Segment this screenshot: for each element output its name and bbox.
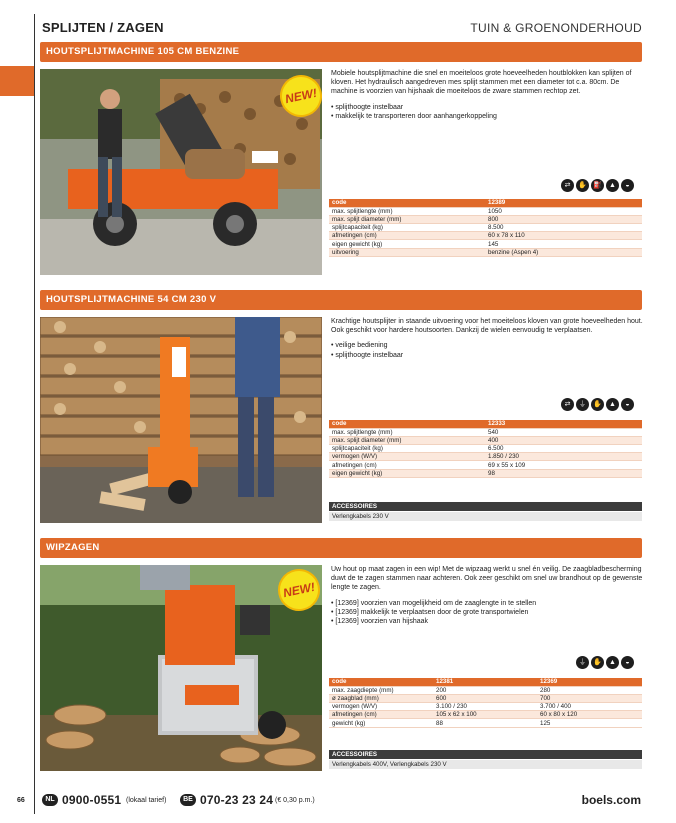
product-description xyxy=(331,69,643,121)
spec-label: code xyxy=(329,199,485,207)
phone-nl: 0900-0551 xyxy=(62,793,122,807)
safety-icons xyxy=(561,398,634,411)
spec-label: max. zaagdiepte (mm) xyxy=(329,686,433,694)
product-photo-log-splitter-electric xyxy=(40,317,322,523)
accessories-list: Verlengkabels 400V, Verlengkabels 230 V xyxy=(329,760,642,769)
spec-value: 12389 xyxy=(485,199,642,207)
table-row xyxy=(329,215,642,223)
spec-value: 98 xyxy=(485,469,642,477)
spec-label: max. splijt diameter (mm) xyxy=(329,436,485,444)
spec-label: eigen gewicht (kg) xyxy=(329,240,485,248)
table-row xyxy=(329,428,642,436)
product-description xyxy=(331,565,643,626)
table-row xyxy=(329,461,642,469)
spec-value: benzine (Aspen 4) xyxy=(485,248,642,256)
table-row xyxy=(329,453,642,461)
spec-value: 700 xyxy=(537,694,642,702)
spec-label: splijtcapaciteit (kg) xyxy=(329,224,485,232)
table-row xyxy=(329,248,642,256)
table-row xyxy=(329,711,642,719)
safety-icons xyxy=(561,179,634,192)
feature-item: • veilige bediening xyxy=(331,341,643,350)
helmet-icon: ◒ xyxy=(621,656,634,669)
table-row xyxy=(329,224,642,232)
shoe-icon: ▲ xyxy=(606,179,619,192)
spec-label: gewicht (kg) xyxy=(329,719,433,727)
spec-value: 60 x 80 x 120 xyxy=(537,711,642,719)
spec-label: code xyxy=(329,420,485,428)
spec-label: code xyxy=(329,678,433,686)
description-text: Uw hout op maat zagen in een wip! Met de wipzaag werkt u snel én veilig. De zaagbladbescherming duwt de te zagen stammen naar achteren. Ook zeer geschikt om snel uw brandhout op de gewenste lengte te zagen. xyxy=(331,566,643,592)
spec-value: 800 xyxy=(485,215,642,223)
feature-item: • [12369] makkelijk te verplaatsen door de grote transportwielen xyxy=(331,608,643,617)
feature-list xyxy=(331,599,643,627)
feature-item: • splijthoogte instelbaar xyxy=(331,351,643,360)
spec-value: 6.500 xyxy=(485,445,642,453)
feature-item: • splijthoogte instelbaar xyxy=(331,103,643,112)
product-photo-log-splitter-petrol xyxy=(40,69,322,275)
product-title-bar: HOUTSPLIJTMACHINE 54 CM 230 V xyxy=(40,290,642,310)
table-row xyxy=(329,686,642,694)
spec-value: 1.850 / 230 xyxy=(485,453,642,461)
transport-icon: ⇄ xyxy=(561,179,574,192)
spec-table xyxy=(329,420,642,478)
feature-item: • [12369] voorzien van hijshaak xyxy=(331,617,643,626)
product-photo-wip-saw xyxy=(40,565,322,771)
spec-value: 12381 xyxy=(433,678,537,686)
page-margin-line xyxy=(34,14,35,814)
page-footer xyxy=(0,792,676,812)
table-row xyxy=(329,703,642,711)
feature-list xyxy=(331,341,643,359)
spec-value: 12333 xyxy=(485,420,642,428)
feature-item: • [12369] voorzien van mogelijkheid om de zaaglengte in te stellen xyxy=(331,599,643,608)
spec-label: max. splijt diameter (mm) xyxy=(329,215,485,223)
spec-label: vermogen (W/V) xyxy=(329,703,433,711)
spec-value: 105 x 62 x 100 xyxy=(433,711,537,719)
spec-value: 125 xyxy=(537,719,642,727)
spec-value: 8.500 xyxy=(485,224,642,232)
spec-header-row xyxy=(329,678,642,686)
spec-value: 3.100 / 230 xyxy=(433,703,537,711)
product-title-bar: WIPZAGEN xyxy=(40,538,642,558)
spec-table xyxy=(329,199,642,257)
fuel-icon: ⛽ xyxy=(591,179,604,192)
spec-value: 200 xyxy=(433,686,537,694)
spec-value: 400 xyxy=(485,436,642,444)
table-row xyxy=(329,240,642,248)
feature-item: • makkelijk te transporteren door aanhangerkoppeling xyxy=(331,112,643,121)
spec-value: 60 x 78 x 110 xyxy=(485,232,642,240)
transport-icon: ⇄ xyxy=(561,398,574,411)
new-badge: NEW! xyxy=(276,71,322,121)
spec-header-row xyxy=(329,199,642,207)
spec-label: eigen gewicht (kg) xyxy=(329,469,485,477)
product-title-bar: HOUTSPLIJTMACHINE 105 CM BENZINE xyxy=(40,42,642,62)
spec-label: afmetingen (cm) xyxy=(329,711,433,719)
spec-value: 69 x 55 x 109 xyxy=(485,461,642,469)
category-title: SPLIJTEN / ZAGEN xyxy=(42,20,164,35)
spec-label: ø zaagblad (mm) xyxy=(329,694,433,702)
spec-label: splijtcapaciteit (kg) xyxy=(329,445,485,453)
spec-value: 1050 xyxy=(485,207,642,215)
spec-value: 280 xyxy=(537,686,642,694)
accessories-list: Verlengkabels 230 V xyxy=(329,512,642,521)
helmet-icon: ◒ xyxy=(621,398,634,411)
helmet-icon: ◒ xyxy=(621,179,634,192)
spec-value: 88 xyxy=(433,719,537,727)
spec-value: 145 xyxy=(485,240,642,248)
new-badge: NEW! xyxy=(274,565,322,615)
spec-value: 3.700 / 400 xyxy=(537,703,642,711)
plug-icon: ⏚ xyxy=(576,398,589,411)
feature-list xyxy=(331,103,643,121)
hand-icon: ✋ xyxy=(576,179,589,192)
page-edge-tab xyxy=(0,66,34,96)
product-description xyxy=(331,317,643,360)
hand-icon: ✋ xyxy=(591,656,604,669)
accessories-heading: ACCESSOIRES xyxy=(329,750,642,759)
table-row xyxy=(329,445,642,453)
description-text: Krachtige houtsplijter in staande uitvoering voor het moeiteloos kloven van grote hoeveelheden hout. Ook geschikt voor hardere houtsoorten. Dankzij de wielen eenvoudig te verplaatsen. xyxy=(331,318,643,335)
table-row xyxy=(329,719,642,727)
spec-value: 540 xyxy=(485,428,642,436)
phone-be: 070-23 23 24 xyxy=(200,793,274,807)
spec-label: max. splijtlengte (mm) xyxy=(329,207,485,215)
spec-label: afmetingen (cm) xyxy=(329,461,485,469)
shoe-icon: ▲ xyxy=(606,656,619,669)
country-badge-nl: NL xyxy=(42,794,58,806)
table-row xyxy=(329,436,642,444)
spec-table xyxy=(329,678,642,728)
table-row xyxy=(329,207,642,215)
page-header xyxy=(42,20,642,40)
plug-icon: ⏚ xyxy=(576,656,589,669)
phone-note-be: (€ 0,30 p.m.) xyxy=(275,797,315,804)
table-row xyxy=(329,469,642,477)
safety-icons xyxy=(576,656,634,669)
page-number: 66 xyxy=(17,797,25,804)
spec-label: vermogen (W/V) xyxy=(329,453,485,461)
shoe-icon: ▲ xyxy=(606,398,619,411)
hand-icon: ✋ xyxy=(591,398,604,411)
description-text: Mobiele houtsplijtmachine die snel en moeiteloos grote hoeveelheden houtblokken kan splijten of kloven. Het hydraulisch aangedreven mes splijt stammen met een diameter tot c.a. 80cm. De machine is voorzien van hijshaak die moeiteloos de zware stammen rechtop zet. xyxy=(331,70,632,96)
spec-label: uitvoering xyxy=(329,248,485,256)
spec-label: max. splijtlengte (mm) xyxy=(329,428,485,436)
phone-note-nl: (lokaal tarief) xyxy=(126,797,167,804)
section-title: TUIN & GROENONDERHOUD xyxy=(470,21,642,35)
country-badge-be: BE xyxy=(180,794,196,806)
spec-value: 600 xyxy=(433,694,537,702)
table-row xyxy=(329,232,642,240)
spec-label: afmetingen (cm) xyxy=(329,232,485,240)
accessories-heading: ACCESSOIRES xyxy=(329,502,642,511)
spec-header-row xyxy=(329,420,642,428)
website-link[interactable]: boels.com xyxy=(581,793,641,807)
spec-value: 12369 xyxy=(537,678,642,686)
table-row xyxy=(329,694,642,702)
